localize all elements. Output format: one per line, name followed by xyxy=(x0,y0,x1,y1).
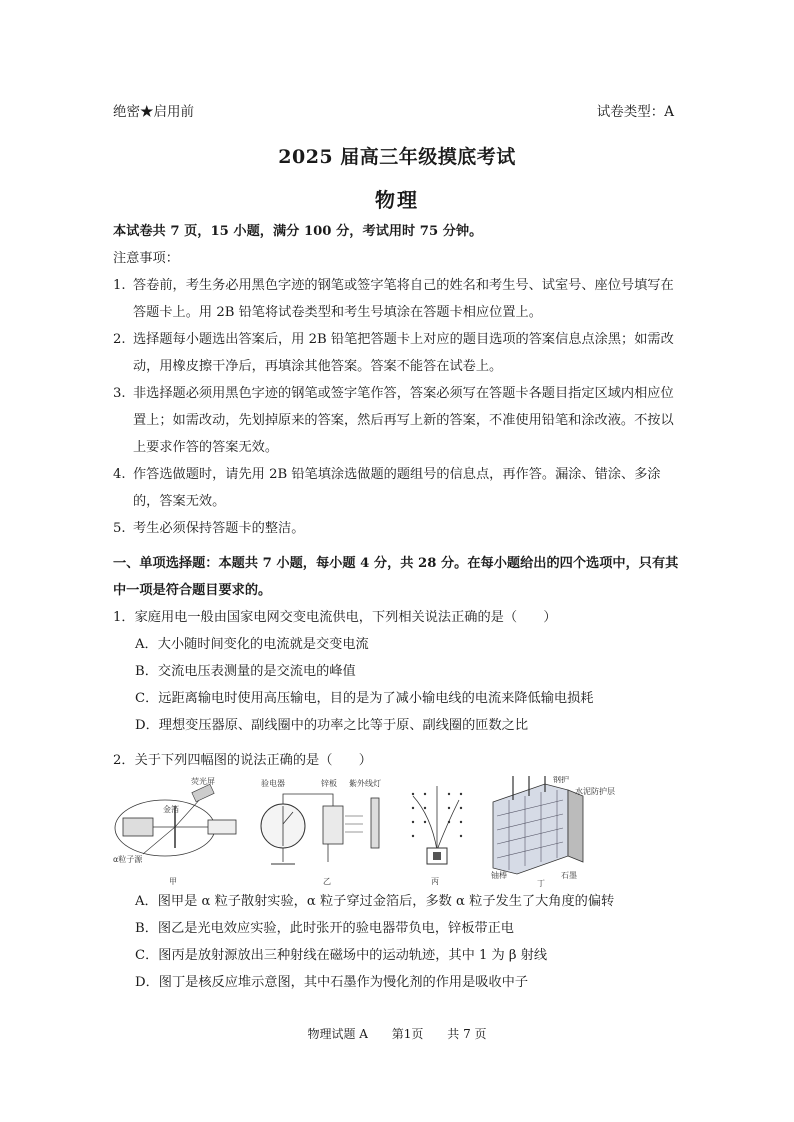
exam-intro: 本试卷共 7 页，15 小题，满分 100 分，考试用时 75 分钟。 xyxy=(113,224,483,239)
question-stem: 2．关于下列四幅图的说法正确的是（ ） xyxy=(113,753,372,768)
label-zinc: 锌板 xyxy=(321,779,337,788)
notice-number: 1. xyxy=(113,278,126,293)
notice-number: 4. xyxy=(113,467,126,482)
figure-row xyxy=(113,776,685,888)
question-stem: 1．家庭用电一般由国家电网交变电流供电，下列相关说法正确的是（ ） xyxy=(113,610,557,625)
option-b: B．图乙是光电效应实验，此时张开的验电器带负电，锌板带正电 xyxy=(135,921,514,936)
notice-item xyxy=(113,461,685,515)
notice-text: 考生必须保持答题卡的整洁。 xyxy=(133,521,305,536)
figure-photoelectric xyxy=(261,778,381,886)
notice-item xyxy=(113,380,685,461)
label-bing: 丙 xyxy=(431,877,439,886)
footer-paper-name: 物理试题 A xyxy=(307,1027,368,1041)
confidential-label: 绝密★启用前 xyxy=(113,104,194,120)
figure-alpha-scattering xyxy=(113,776,236,886)
label-uv-lamp: 紫外线灯 xyxy=(349,779,381,788)
notice-number: 5. xyxy=(113,521,126,536)
figure-reactor xyxy=(491,776,615,888)
paper-type-label: 试卷类型：A xyxy=(596,104,674,120)
label-screen: 荧光屏 xyxy=(191,777,215,786)
notice-item xyxy=(113,515,685,542)
notice-text: 非选择题必须用黑色字迹的钢笔或签字笔作答，答案必须写在答题卡各题目指定区域内相应位置上；如需改动，先划掉原来的答案，然后再写上新的答案，不准使用铅笔和涂改液。不按以上要求作答的答案无效。 xyxy=(133,386,674,455)
option-a: A．图甲是 α 粒子散射实验，α 粒子穿过金箔后，多数 α 粒子发生了大角度的偏转 xyxy=(135,894,615,909)
notice-text: 答卷前，考生务必用黑色字迹的钢笔或签字笔将自己的姓名和考生号、试室号、座位号填写在答题卡上。用 2B 铅笔将试卷类型和考生号填涂在答题卡相应位置上。 xyxy=(133,278,674,320)
footer-page-number: 第1页 xyxy=(391,1027,424,1041)
option-d: D．理想变压器原、副线圈中的功率之比等于原、副线圈的匝数之比 xyxy=(135,718,529,733)
notice-text: 作答选做题时，请先用 2B 铅笔填涂选做题的题组号的信息点，再作答。漏涂、错涂、多涂的，答案无效。 xyxy=(133,467,661,509)
exam-title: 2025 届高三年级摸底考试 xyxy=(278,146,516,168)
option-b: B．交流电压表测量的是交流电的峰值 xyxy=(135,664,356,679)
notice-item xyxy=(113,326,685,380)
page-footer xyxy=(0,1025,794,1042)
label-coolant: 水泥防护层 xyxy=(575,787,615,796)
option-a: A．大小随时间变化的电流就是交变电流 xyxy=(135,637,369,652)
label-graphite: 石墨 xyxy=(561,871,577,880)
physics-figures xyxy=(113,776,685,888)
label-gold: 金箔 xyxy=(163,805,179,814)
notice-item xyxy=(113,272,685,326)
question-2 xyxy=(113,747,685,996)
notice-text: 选择题每小题选出答案后，用 2B 铅笔把答题卡上对应的题目选项的答案信息点涂黑；如需改动，用橡皮擦干净后，再填涂其他答案。答案不能答在试卷上。 xyxy=(133,332,674,374)
notice-title: 注意事项： xyxy=(113,251,179,266)
option-d: D．图丁是核反应堆示意图，其中石墨作为慢化剂的作用是吸收中子 xyxy=(135,975,529,990)
notice-number: 3. xyxy=(113,386,126,401)
label-rod: 铀棒 xyxy=(491,871,507,880)
label-steel: 钢护 xyxy=(553,776,569,784)
notice-number: 2. xyxy=(113,332,126,347)
label-yi: 乙 xyxy=(323,877,331,886)
label-electroscope: 验电器 xyxy=(261,779,285,788)
option-c: C．图丙是放射源放出三种射线在磁场中的运动轨迹，其中 1 为 β 射线 xyxy=(135,948,548,963)
label-alpha-source: α粒子源 xyxy=(113,855,143,864)
label-jia: 甲 xyxy=(169,877,177,886)
exam-content xyxy=(113,218,685,996)
subject-title: 物理 xyxy=(375,188,419,212)
question-1 xyxy=(113,604,685,739)
footer-total-pages: 共 7 页 xyxy=(447,1027,487,1041)
section-heading: 一、单项选择题：本题共 7 小题，每小题 4 分，共 28 分。在每小题给出的四个选项中，只有其中一项是符合题目要求的。 xyxy=(113,556,679,598)
option-c: C．远距离输电时使用高压输电，目的是为了减小输电线的电流来降低输电损耗 xyxy=(135,691,594,706)
label-ding: 丁 xyxy=(537,879,545,888)
figure-radiation xyxy=(412,786,462,886)
